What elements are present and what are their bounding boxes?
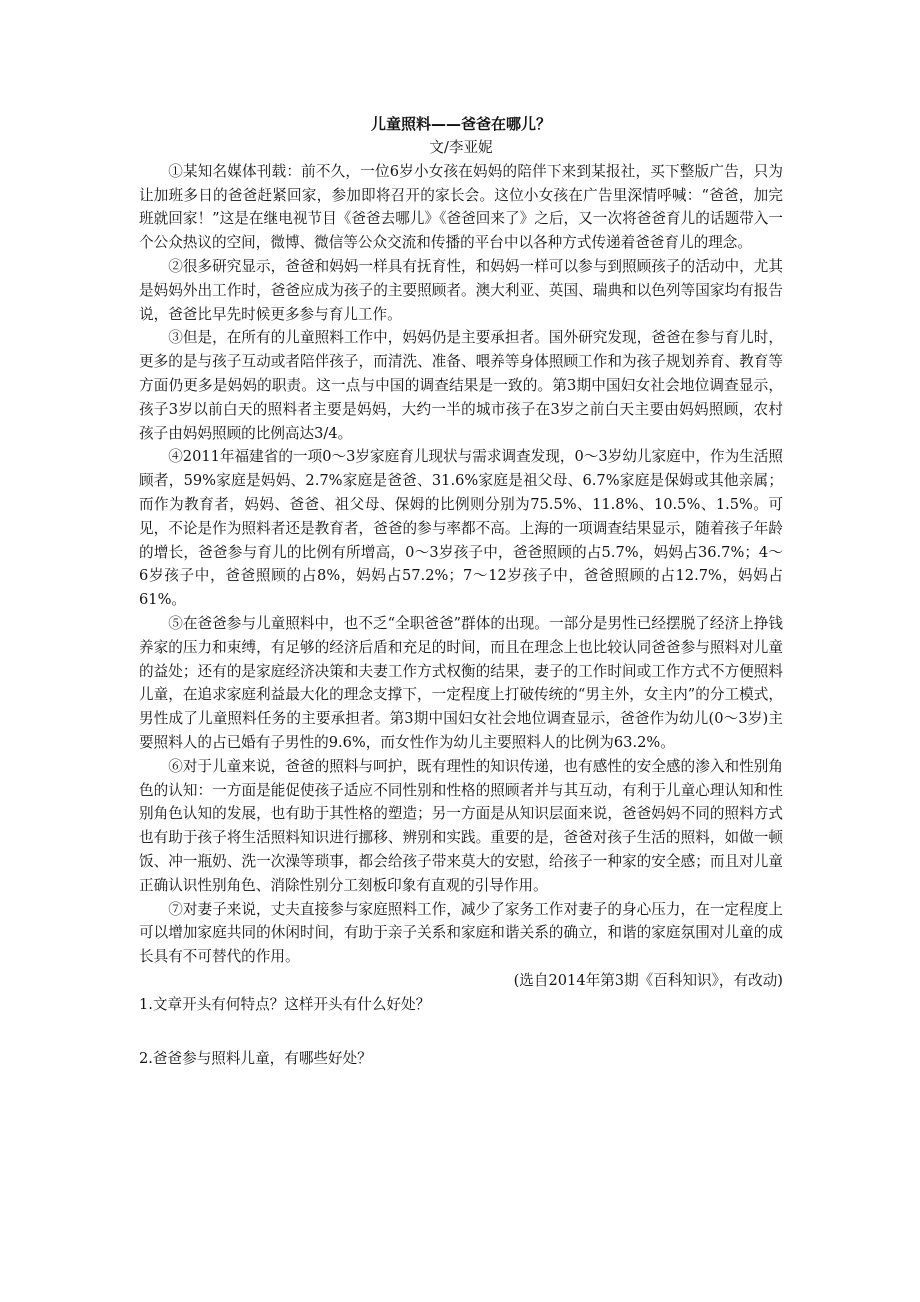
paragraph-4: ④2011年福建省的一项0～3岁家庭育儿现状与需求调查发现，0～3岁幼儿家庭中，作为生活照顾者，59%家庭是妈妈、2.7%家庭是爸爸、31.6%家庭是祖父母、6.7%家庭是保姆或其他亲属；而作为教育者，妈妈、爸爸、祖父母、保姆的比例则分别为75.5%、11.8%、10.5%、1.5%。可见，不论是作为照料者还是教育者，爸爸的参与率都不高。上海的一项调查结果显示，随着孩子年龄的增长，爸爸参与育儿的比例有所增高，0～3岁孩子中，爸爸照顾的占5.7%，妈妈占36.7%；4～6岁孩子中，爸爸照顾的占8%，妈妈占57.2%；7～12岁孩子中，爸爸照顾的占12.7%，妈妈占61%。 xyxy=(139,448,783,609)
article-title: 儿童照料——爸爸在哪儿？ xyxy=(370,115,551,133)
paragraph-3: ③但是，在所有的儿童照料工作中，妈妈仍是主要承担者。国外研究发现，爸爸在参与育儿时，更多的是与孩子互动或者陪伴孩子，而清洗、准备、喂养等身体照顾工作和为孩子规划养育、教育等方面仍更多是妈妈的职责。这一点与中国的调查结果是一致的。第3期中国妇女社会地位调查显示，孩子3岁以前白天的照料者主要是妈妈，大约一半的城市孩子在3岁之前白天主要由妈妈照顾，农村孩子由妈妈照顾的比例高达3/4。 xyxy=(139,329,783,442)
paragraph-7: ⑦对妻子来说，丈夫直接参与家庭照料工作，减少了家务工作对妻子的身心压力，在一定程度上可以增加家庭共同的休闲时间，有助于亲子关系和家庭和谐关系的确立，和谐的家庭氛围对儿童的成长具有不可替代的作用。 xyxy=(139,900,783,966)
paragraph-2: ②很多研究显示，爸爸和妈妈一样具有抚育性，和妈妈一样可以参与到照顾孩子的活动中，尤其是妈妈外出工作时，爸爸应成为孩子的主要照顾者。澳大利亚、英国、瑞典和以色列等国家均有报告说，爸爸比早先时候更多参与育儿工作。 xyxy=(139,257,783,323)
question-2: 2.爸爸参与照料儿童，有哪些好处？ xyxy=(139,1050,372,1068)
paragraph-5: ⑤在爸爸参与儿童照料中，也不乏“全职爸爸”群体的出现。一部分是男性已经摆脱了经济上挣钱养家的压力和束缚，有足够的经济后盾和充足的时间，而且在理念上也比较认同爸爸参与照料对儿童的益处；还有的是家庭经济决策和夫妻工作方式权衡的结果，妻子的工作时间或工作方式不方便照料儿童，在追求家庭利益最大化的理念支撑下，一定程度上打破传统的“男主外，女主内”的分工模式，男性成了儿童照料任务的主要承担者。第3期中国妇女社会地位调查显示，爸爸作为幼儿(0～3岁)主要照料人的占已婚有子男性的9.6%，而女性作为幼儿主要照料人的比例为63.2%。 xyxy=(139,614,783,751)
document-page xyxy=(139,112,783,1071)
paragraph-1: ①某知名媒体刊载：前不久，一位6岁小女孩在妈妈的陪伴下来到某报社，买下整版广告，只为让加班多日的爸爸赶紧回家，参加即将召开的家长会。这位小女孩在广告里深情呼喊：“爸爸，加完班就回家！”这是在继电视节目《爸爸去哪儿》《爸爸回来了》之后，又一次将爸爸育儿的话题带入一个公众热议的空间，微博、微信等公众交流和传播的平台中以各种方式传递着爸爸育儿的理念。 xyxy=(139,162,783,252)
answer-space xyxy=(139,1016,783,1047)
article-source: (选自2014年第3期《百科知识》，有改动) xyxy=(513,971,783,989)
question-1: 1.文章开头有何特点？这样开头有什么好处？ xyxy=(139,995,431,1013)
paragraph-6: ⑥对于儿童来说，爸爸的照料与呵护，既有理性的知识传递，也有感性的安全感的渗入和性别角色的认知：一方面是能促使孩子适应不同性别和性格的照顾者并与其互动，有利于儿童心理认知和性别角色认知的发展，也有助于其性格的塑造；另一方面是从知识层面来说，爸爸妈妈不同的照料方式也有助于孩子将生活照料知识进行挪移、辨别和实践。重要的是，爸爸对孩子生活的照料，如做一顿饭、冲一瓶奶、洗一次澡等琐事，都会给孩子带来莫大的安慰，给孩子一种家的安全感；而且对儿童正确认识性别角色、消除性别分工刻板印象有直观的引导作用。 xyxy=(139,757,783,894)
article-author: 文/李亚妮 xyxy=(429,139,493,156)
